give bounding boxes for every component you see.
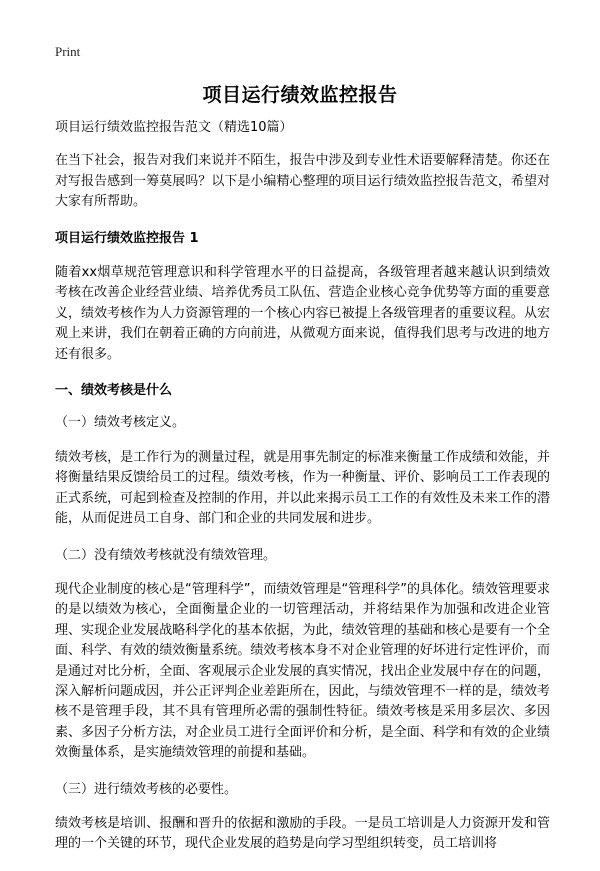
page-title: 项目运行绩效监控报告 bbox=[202, 84, 398, 106]
document-body bbox=[55, 118, 550, 871]
body-paragraph-2: 绩效考核，是工作行为的测量过程，就是用事先制定的标准来衡量工作成绩和效能，并将衡量结果反馈给员工的过程。绩效考核，作为一种衡量、评价、影响员工工作表现的正式系统，可起到检查及控制的作用，并以此来揭示员工工作的有效性及未来工作的潜能，从而促进员工自身、部门和企业的共同发展和进步。 bbox=[55, 449, 550, 527]
heading-performance-appraisal: 一、绩效考核是什么 bbox=[55, 383, 173, 399]
document-subtitle: 项目运行绩效监控报告范文（精选10篇） bbox=[55, 120, 293, 135]
section-heading: 项目运行绩效监控报告 1 bbox=[55, 230, 199, 246]
body-paragraph-3: 现代企业制度的核心是“管理科学”，而绩效管理是“管理科学”的具体化。绩效管理要求的是以绩效为核心，全面衡量企业的一切管理活动，并将结果作为加强和改进企业管理、实现企业发展战略科学化的基本依据，为此，绩效管理的基础和核心是要有一个全面、科学、有效的绩效衡量系统。绩效考核本身不对企业管理的好坏进行定性评价，而是通过对比分析，全面、客观展示企业发展的真实情况，找出企业发展中存在的问题，深入解析问题成因，并公正评判企业差距所在，因此，与绩效管理不一样的是，绩效考核不是管理手段，其不具有管理所必需的强制性特征。绩效考核是采用多层次、多因素、多因子分析方法，对企业员工进行全面评价和分析，是全面、科学和有效的企业绩效衡量体系，是实施绩效管理的前提和基础。 bbox=[55, 581, 550, 761]
subheading-necessity: （三）进行绩效考核的必要性。 bbox=[55, 781, 238, 797]
body-paragraph-4: 绩效考核是培训、报酬和晋升的依据和激励的手段。一是员工培训是人力资源开发和管理的一个关键的环节，现代企业发展的趋势是向学习型组织转变，员工培训将 bbox=[55, 815, 550, 852]
intro-paragraph: 在当下社会，报告对我们来说并不陌生，报告中涉及到专业性术语要解释清楚。你还在对写报告感到一筹莫展吗？以下是小编精心整理的项目运行绩效监控报告范文，希望对大家有所帮助。 bbox=[55, 153, 550, 210]
print-link[interactable]: Print bbox=[55, 44, 81, 59]
subheading-no-appraisal: （二）没有绩效考核就没有绩效管理。 bbox=[55, 547, 277, 563]
subheading-definition: （一）绩效考核定义。 bbox=[55, 415, 186, 431]
body-paragraph-1: 随着xx烟草规范管理意识和科学管理水平的日益提高，各级管理者越来越认识到绩效考核在改善企业经营业绩、培养优秀员工队伍、营造企业核心竞争优势等方面的重要意义，绩效考核作为人力资源管理的一个核心内容已被提上各级管理者的重要议程。从宏观上来讲，我们在朝着正确的方向前进，从微观方面来说，值得我们思考与改进的地方还有很多。 bbox=[55, 265, 550, 362]
